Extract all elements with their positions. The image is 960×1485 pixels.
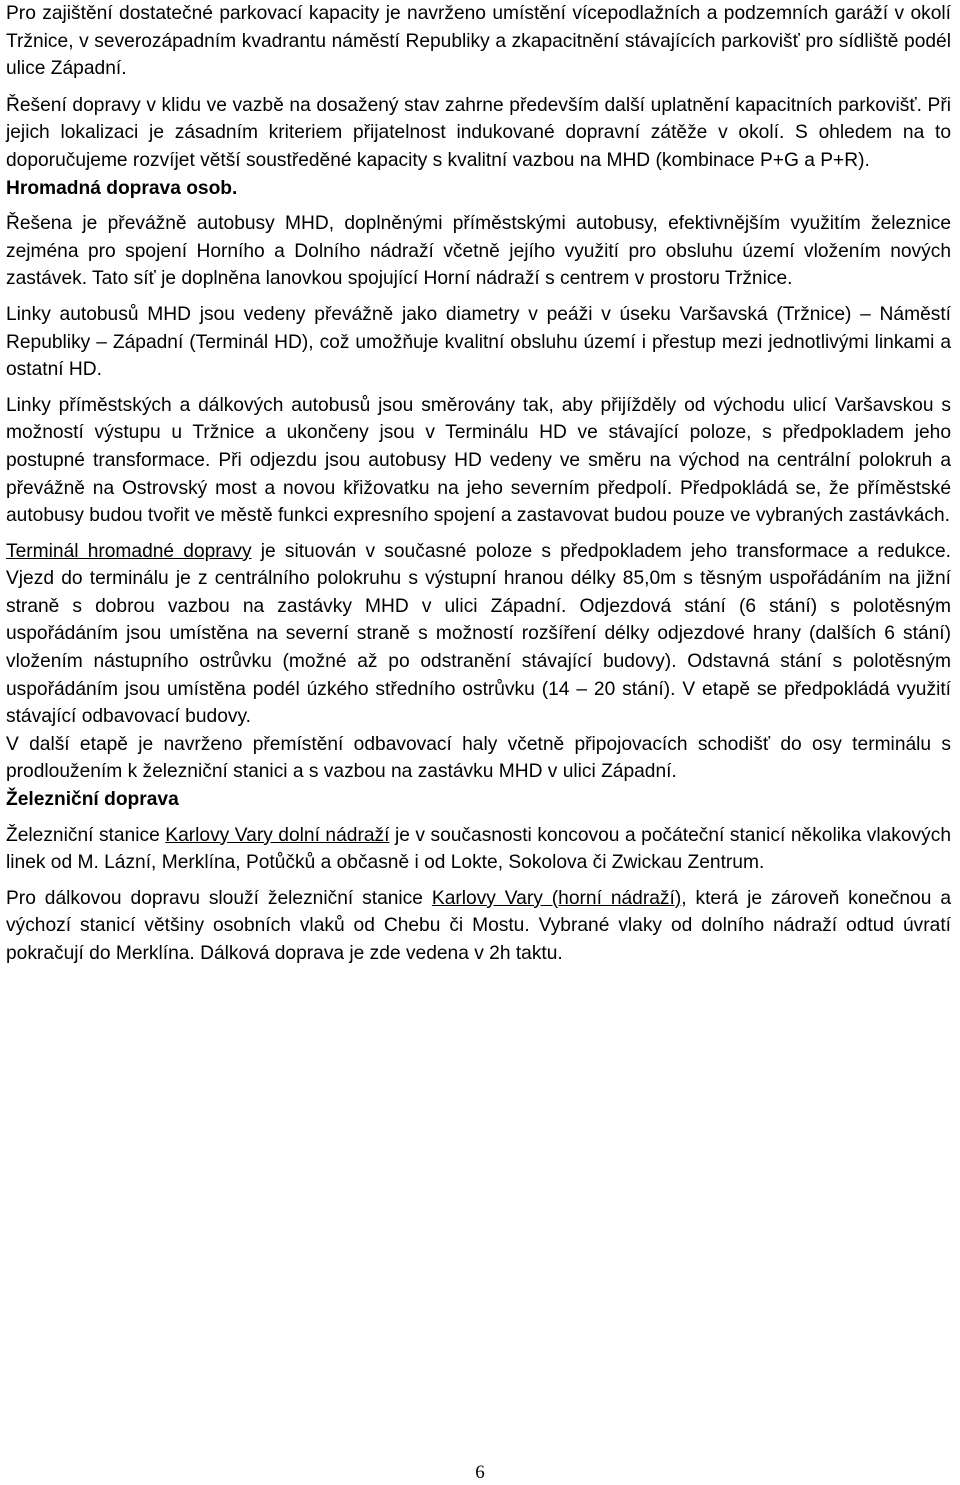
paragraph-mhd-lines: Linky autobusů MHD jsou vedeny převážně jako diametry v peáži v úseku Varšavská (Tržnice) – Náměstí Republiky – Západní (Terminál HD), což umožňuje kvalitní obsluhu území i přestup mezi jednotlivými linkami a ostatní HD. [6, 303, 951, 381]
rail-lower-text-a: Železniční stanice [6, 824, 166, 846]
paragraph-terminal-next-stage: V další etapě je navrženo přemístění odbavovací haly včetně připojovacích schodišť do osy terminálu s prodloužením k železniční stanici a s vazbou na zastávku MHD v ulici Západní. [6, 733, 951, 783]
rail-upper-text-b: , která je zároveň konečnou a výchozí stanicí většiny osobních vlaků od Chebu či Mostu. Vybrané vlaky od dolního nádraží odtud úvratí pokračují do Merklína. Dálková doprava je zde vedena v 2h taktu. [6, 887, 951, 964]
rail-upper-text-a: Pro dálkovou dopravu slouží železniční stanice [6, 887, 432, 909]
paragraph-parking-solution: Řešení dopravy v klidu ve vazbě na dosažený stav zahrne především další uplatnění kapacitních parkovišť. Při jejich lokalizaci je zásadním kriteriem přijatelnost indukované dopravní zátěže v okolí. S ohledem na to doporučujeme rozvíjet větší soustředěné kapacity s kvalitní vazbou na MHD (kombinace P+G a P+R). [6, 94, 951, 171]
document-page [6, 0, 951, 968]
paragraph-rail-lower-station [6, 822, 951, 877]
rail-lower-text-b: je v současnosti koncovou a počáteční stanicí několika vlakových linek od M. Lázní, Merklína, Potůčků a občasně i od Lokte, Sokolova či Zwickau Zentrum. [6, 824, 952, 874]
paragraph-regional-buses: Linky příměstských a dálkových autobusů jsou směrovány tak, aby přijížděly od východu ulicí Varšavskou s možností výstupu u Tržnice a ukončeny jsou v Terminálu HD ve stávající poloze, s předpokladem jeho postupné transformace. Při odjezdu jsou autobusy HD vedeny ve směru na východ na centrální polokruh a převážně na Ostrovský most a novou křižovatku na jeho severním předpolí. Předpokládá se, že příměstské autobusy budou tvořit ve městě funkci expresního spojení a zastavovat budou pouze ve vybraných zastávkách. [6, 394, 951, 527]
heading-public-transport: Hromadná doprava osob. [6, 177, 238, 199]
paragraph-rail-upper-station [6, 885, 951, 968]
terminal-term: Terminál hromadné dopravy [6, 540, 252, 562]
paragraph-parking-garages: Pro zajištění dostatečné parkovací kapacity je navrženo umístění vícepodlažních a podzemních garáží v okolí Tržnice, v severozápadním kvadrantu náměstí Republiky a zkapacitnění stávajících parkovišť pro sídliště podél ulice Západní. [6, 3, 951, 80]
heading-rail: Železniční doprava [6, 789, 179, 811]
paragraph-public-transport-overview: Řešena je převážně autobusy MHD, doplněnými příměstskými autobusy, efektivnějším využitím železnice zejména pro spojení Horního a Dolního nádraží včetně jejího využití pro obsluhu území vložením nových zastávek. Tato síť je doplněna lanovkou spojující Horní nádraží s centrem v prostoru Tržnice. [6, 213, 951, 290]
lower-station-term: Karlovy Vary dolní nádraží [165, 824, 390, 846]
page-number: 6 [475, 1462, 485, 1483]
upper-station-term: Karlovy Vary (horní nádraží) [431, 887, 682, 909]
paragraph-terminal [6, 538, 951, 731]
terminal-text: je situován v současné poloze s předpokladem jeho transformace a redukce. Vjezd do terminálu je z centrálního polokruhu s výstupní hranou délky 85,0m s těsným uspořádáním na jižní straně s dobrou vazbou na zastávky MHD v ulici Západní. Odjezdová stání (6 stání) s polotěsným uspořádáním jsou umístěna na severní straně s možností rozšíření délky odjezdové hrany (dalších 6 stání) vložením nástupního ostrůvku (možné až po odstranění stávající budovy). Odstavná stání s polotěsným uspořádáním jsou umístěna podél úzkého středního ostrůvku (14 – 20 stání). V etapě se předpokládá využití stávající odbavovací budovy. [6, 540, 951, 728]
